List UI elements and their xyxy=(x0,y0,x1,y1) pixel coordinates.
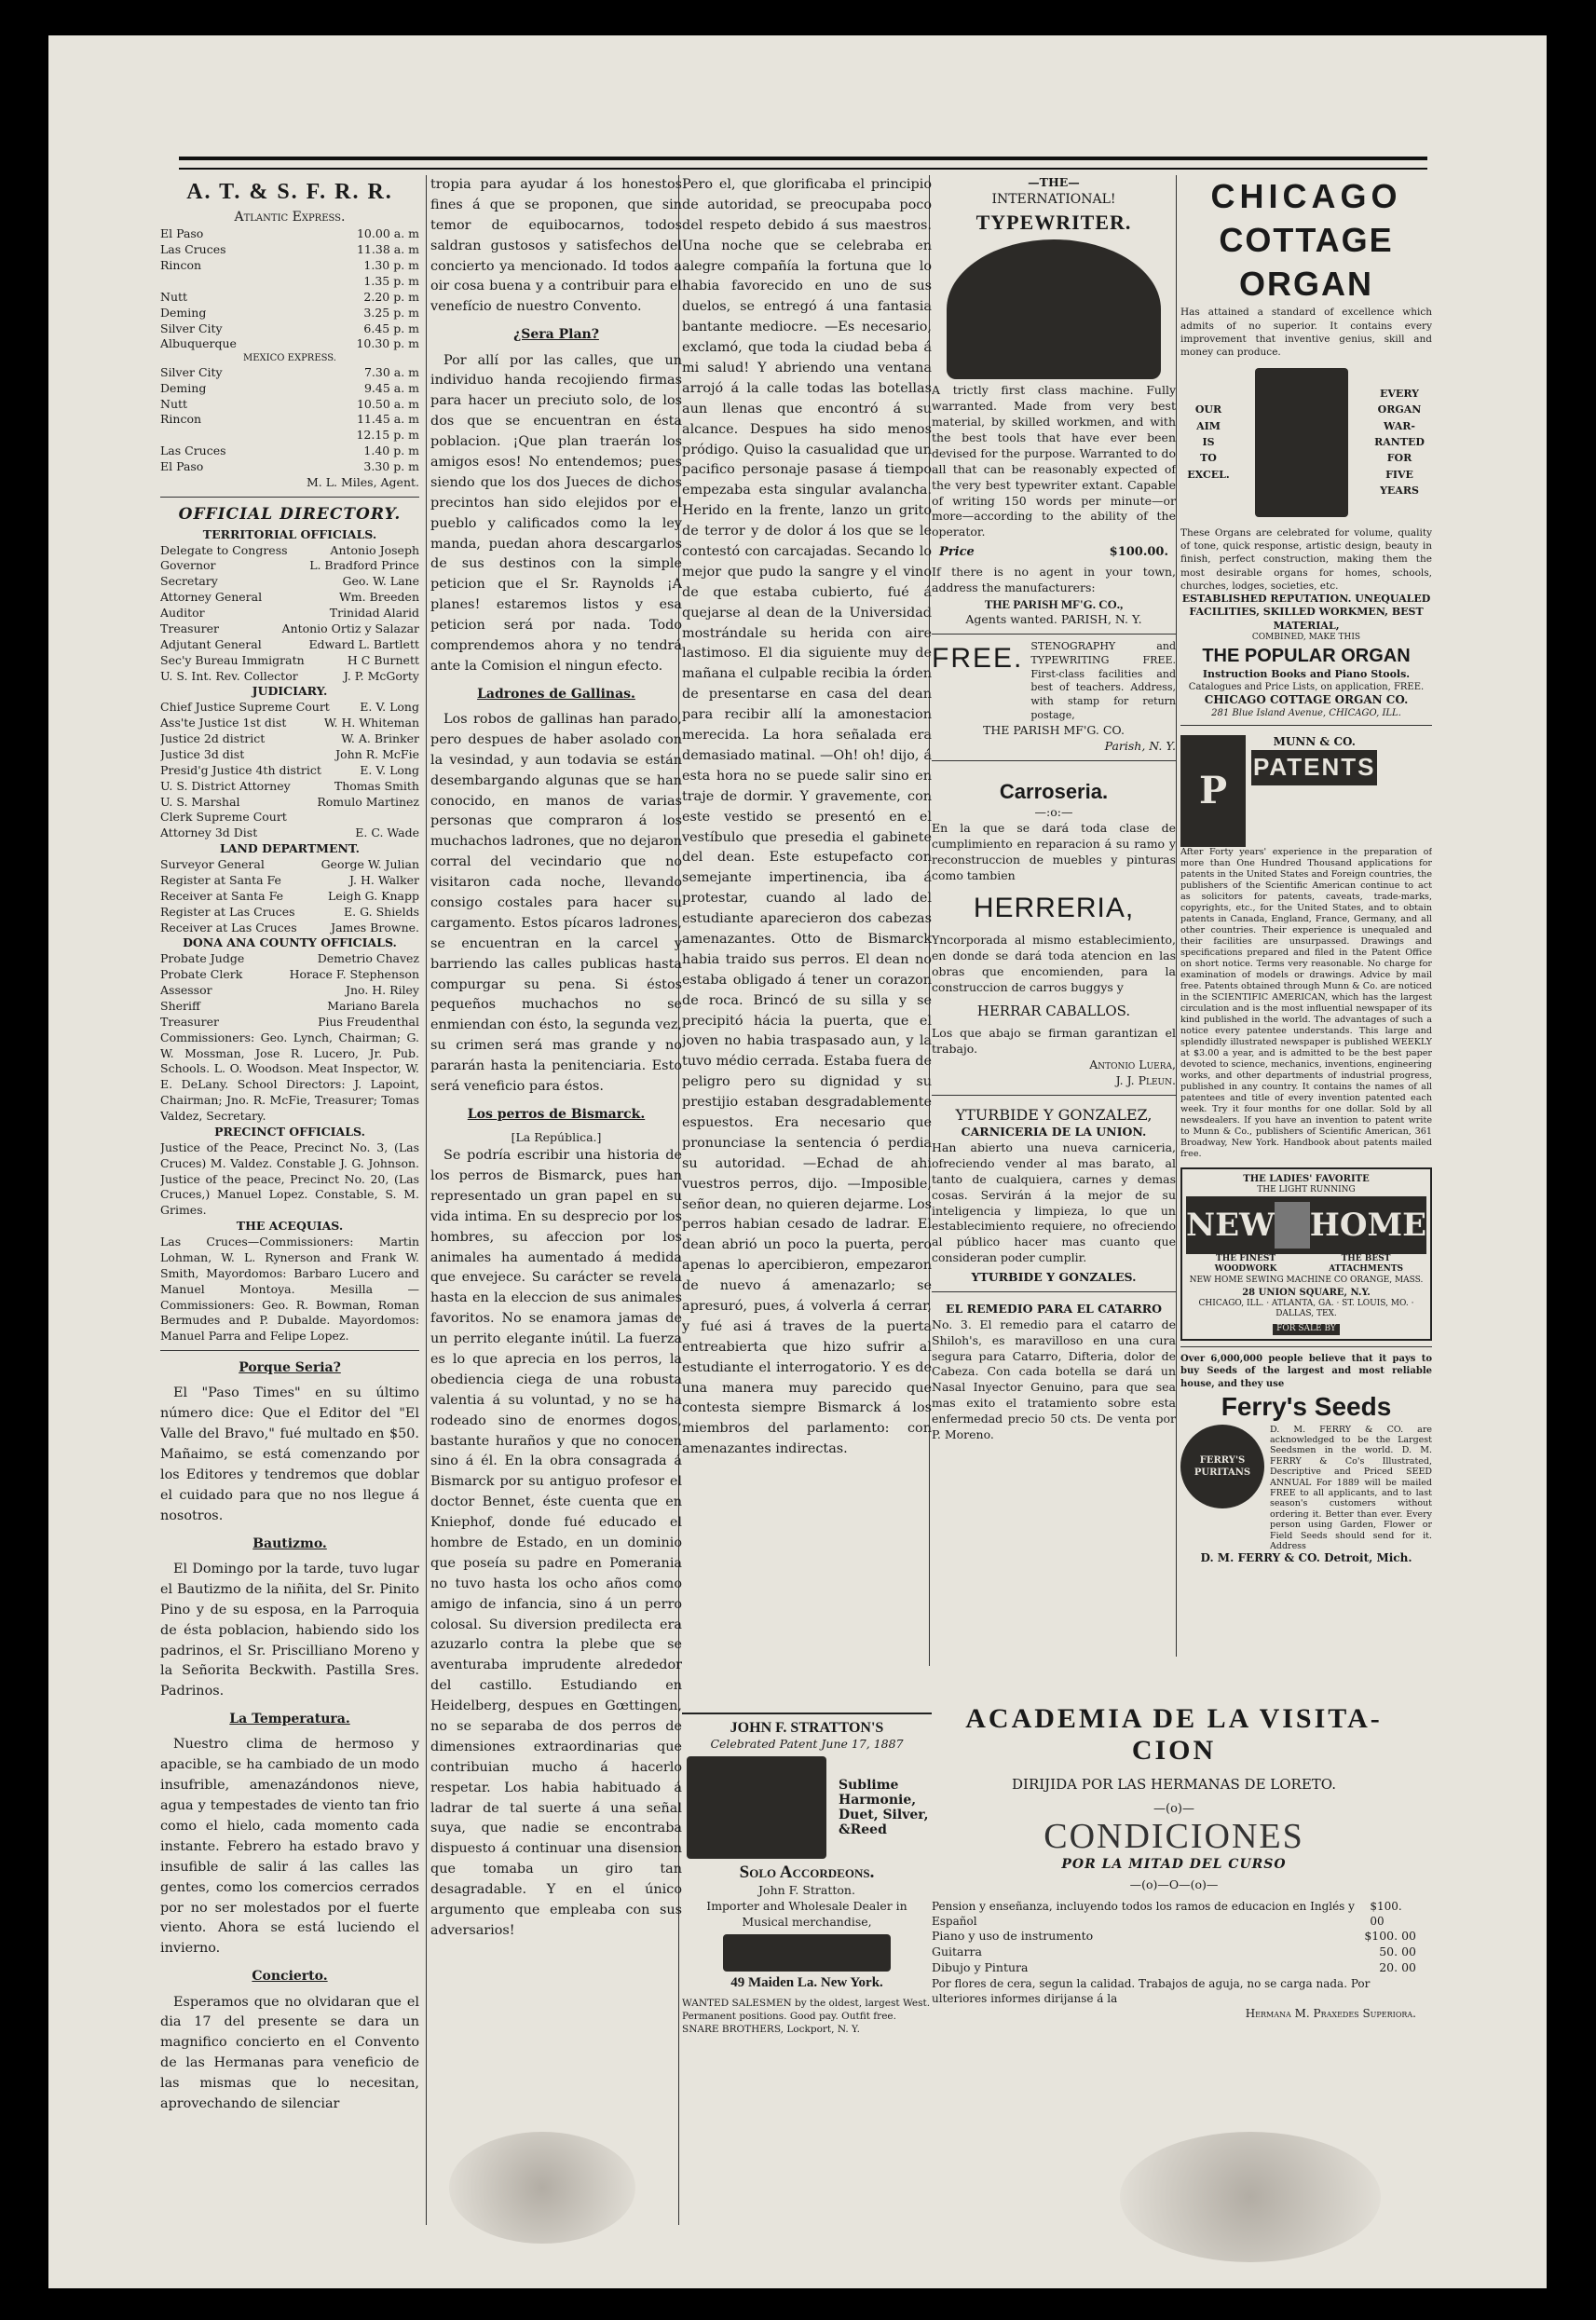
row-value: Leigh G. Knapp xyxy=(327,888,419,903)
row-value: 12.15 p. m xyxy=(356,428,419,443)
directory-row xyxy=(160,653,419,669)
organ-word: ORGAN xyxy=(1239,264,1373,303)
directory-row xyxy=(160,747,419,763)
directory-row xyxy=(160,621,419,637)
academia-title-1: ACADEMIA DE LA VISITA- xyxy=(965,1703,1383,1734)
article-title: La Temperatura. xyxy=(229,1712,350,1727)
row-value: Edward L. Bartlett xyxy=(308,636,419,651)
row-label: Attorney 3d Dist xyxy=(160,826,258,840)
row-value: Pius Freudenthal xyxy=(318,1014,419,1029)
row-label: Probate Judge xyxy=(160,951,245,966)
directory-row xyxy=(160,412,419,428)
herrar-title: HERRAR CABALLOS. xyxy=(976,1002,1131,1019)
stratton-name: John F. Stratton. xyxy=(758,1882,855,1897)
directory-row xyxy=(160,543,419,559)
academia-ad: ACADEMIA DE LA VISITA- CION DIRIJIDA POR LAS HERMANAS DE LORETO. —(o)— CONDICIONES POR LA MITAD DEL CURSO —(o)—O—(o)— Pension y enseñanza, incluyendo todos los ramos de educacion en Inglés y Español $100. 00 Piano y uso de instrumento $100. 00 Guitarra 50. 00 Dibujo y Pintura 20. 00 Por flores de cera, segun la calidad. Trabajos de aguja, no se carga nada. Por ulteriores informes dirijanse á la Hermana M. Praxedes Superiora. xyxy=(932,1703,1416,2021)
gallinas-text: Los robos de gallinas han parado, pero despues de haber asolado con la vesindad, y aun todavia se están desembargando algunas que se han conocido, en manos de varias personas que compraron á los muchachos ladrones, que no dejaron corral del vecindario que no visitaron cada noche, llevando consigo costales para hacer su cargamento. Estos pícaros ladrones, se encuentran en la carcel y barriendo las calles publicas hasta compurgar su pena. Si éstos pequeños muchachos no se enmiendan con ésto, la segunda vez, su crimen será mas grande y no pararán hasta la penitenciaria. Esto será veneficio para éstos. xyxy=(430,712,682,1095)
directory-row xyxy=(160,731,419,747)
steno-text: STENOGRAPHY and TYPEWRITING FREE. First-class facilities and best of teachers. Address, with stamp for return postage, xyxy=(1030,639,1176,722)
organ-established: ESTABLISHED REPUTATION. UNEQUALED FACILITIES, SKILLED WORKMEN, BEST MATERIAL, xyxy=(1181,592,1431,632)
row-value: J. H. Walker xyxy=(349,872,419,887)
typewriter-illustration xyxy=(947,239,1161,379)
stratton-importer: Importer and Wholesale Dealer in Musical merchandise, xyxy=(706,1898,907,1929)
organ-word: AIM xyxy=(1196,419,1221,432)
row-value: James Browne. xyxy=(331,920,419,935)
tw-international: INTERNATIONAL! xyxy=(991,191,1116,207)
stratton-side: Sublime Harmonie, Duet, Silver, &Reed xyxy=(839,1777,929,1837)
row-label: Sec'y Bureau Immigratn xyxy=(160,652,305,667)
column-rule xyxy=(1176,175,1177,1657)
organ-instruction: Instruction Books and Piano Stools. xyxy=(1202,667,1411,680)
organ-word: TO xyxy=(1200,452,1217,465)
directory-row xyxy=(160,983,419,999)
patents-p-logo: P xyxy=(1180,735,1246,847)
popular-organ: THE POPULAR ORGAN xyxy=(1202,645,1411,666)
atlantic-timetable xyxy=(160,226,419,352)
article-title: Porque Seria? xyxy=(239,1360,341,1376)
row-value: 20. 00 xyxy=(1379,1960,1416,1974)
signer-1: Antonio Luera, xyxy=(1089,1057,1176,1071)
mexico-label: MEXICO EXPRESS. xyxy=(243,353,336,364)
organ-left-words xyxy=(1180,401,1236,484)
cottage-word: COTTAGE xyxy=(1219,220,1394,259)
mitad-del-curso: POR LA MITAD DEL CURSO xyxy=(1061,1857,1287,1872)
row-label: Justice 2d district xyxy=(160,731,266,746)
condiciones-title: CONDICIONES xyxy=(1044,1817,1304,1856)
railroad-agent: M. L. Miles, Agent. xyxy=(306,474,419,489)
acequias-text: Las Cruces—Commissioners: Martin Lohman, W. L. Rynerson and Frank W. Smith, Mayordomos: Barbaro Lucero and Manuel Montoya. Mesilla — Commissioners: Geo. R. Bowman, Roman Bermudes and P. Dubalde. Mayordomos: Manuel Parra and Felipe Lopez. xyxy=(160,1235,419,1344)
directory-row xyxy=(932,1929,1416,1945)
yturbide-sign: YTURBIDE Y GONZALES. xyxy=(971,1270,1137,1285)
row-label: Las Cruces xyxy=(160,242,226,257)
row-value: Thomas Smith xyxy=(334,778,419,793)
row-label: Rincon xyxy=(160,258,202,273)
remedio-text: No. 3. El remedio para el catarro de Shiloh's, es maravilloso en una cura segura para Catarro, Difteria, dolor de Cabeza. Con cada botella se dará un Nasal Inyector Genuino, para que sea mas exito el tratamiento sobre esta enfermedad precio 50 cts. De venta por P. Moreno. xyxy=(932,1317,1176,1441)
directory-row xyxy=(160,321,419,337)
directory-row xyxy=(160,810,419,826)
directory-row xyxy=(160,700,419,716)
nh-cities: CHICAGO, ILL. · ATLANTA, GA. · ST. LOUIS, MO. · DALLAS, TEX. xyxy=(1198,1298,1414,1319)
parish-ny: Parish, N. Y. xyxy=(1104,738,1176,753)
row-label: Register at Las Cruces xyxy=(160,904,295,919)
plan-title: ¿Sera Plan? xyxy=(513,327,599,343)
row-label: Dibujo y Pintura xyxy=(932,1960,1029,1974)
directory-row xyxy=(160,889,419,905)
column-3 xyxy=(682,175,932,1703)
article-text: Esperamos que no olvidaran que el dia 17 del presente se dara un magnifico concierto en el Convento de las Hermanas para veneficio de las mismas que lo necesitan, aprovechando de silenciar xyxy=(160,1994,419,2111)
home-word: HOME xyxy=(1309,1206,1426,1244)
chicago-word: CHICAGO xyxy=(1210,177,1402,215)
row-label: Nutt xyxy=(160,396,188,411)
railroad-subtitle: Atlantic Express. xyxy=(234,210,346,225)
row-label: Receiver at Santa Fe xyxy=(160,888,283,903)
sewing-machine-icon xyxy=(1275,1202,1310,1249)
directory-row xyxy=(160,637,419,653)
row-value: 11.38 a. m xyxy=(356,242,419,257)
row-label: Piano y uso de instrumento xyxy=(932,1929,1094,1944)
nh-company: NEW HOME SEWING MACHINE CO ORANGE, MASS. xyxy=(1189,1276,1424,1286)
row-value: Horace F. Stephenson xyxy=(289,967,419,982)
row-value: Geo. W. Lane xyxy=(342,574,419,589)
row-value: Demetrio Chavez xyxy=(317,951,419,966)
directory-row xyxy=(160,779,419,795)
directory-row xyxy=(160,558,419,574)
row-label: El Paso xyxy=(160,226,204,241)
carroseria-text: En la que se dará toda clase de cumplimiento en reparacion á su ramo y reconstruccion de muebles y pinturas como tambien xyxy=(932,821,1176,882)
organ-word: FOR xyxy=(1386,452,1412,465)
stratton-patent: Celebrated Patent June 17, 1887 xyxy=(710,1737,904,1751)
territorial-list xyxy=(160,543,419,685)
row-label: Auditor xyxy=(160,606,205,621)
tw-price: $100.00. xyxy=(1109,545,1168,560)
row-label: Surveyor General xyxy=(160,857,265,872)
tw-text: A trictly first class machine. Fully warranted. Made from very best material, by skilled workmen, and with the best tools that have ever been devised for the purpose. Warranted to do all that can be reasonably expected of the very best typewriter extant. Capable of writing 150 words per minute—or more—according to the ability of the operator. xyxy=(932,383,1176,539)
academia-ornament: —(o)—O—(o)— xyxy=(1129,1877,1219,1891)
row-label: Rincon xyxy=(160,412,202,427)
accordion-illustration xyxy=(723,1934,891,1972)
directory-row xyxy=(160,1015,419,1030)
directory-row xyxy=(160,226,419,242)
tw-no-agent: If there is no agent in your town, address the manufacturers: xyxy=(932,564,1176,594)
organ-word: YEARS xyxy=(1380,484,1419,497)
munn-name: MUNN & CO. xyxy=(1273,735,1356,749)
row-value: 6.45 p. m xyxy=(363,321,419,335)
directory-row xyxy=(160,951,419,967)
organ-word: FIVE xyxy=(1385,468,1413,481)
organ-word: RANTED xyxy=(1374,435,1425,448)
ferry-address: D. M. FERRY & CO. Detroit, Mich. xyxy=(1200,1551,1412,1565)
row-value: E. V. Long xyxy=(360,762,419,777)
row-label: Sheriff xyxy=(160,998,200,1013)
row-label: Presid'g Justice 4th district xyxy=(160,762,321,777)
row-label: Probate Clerk xyxy=(160,967,243,982)
newspaper-page xyxy=(48,35,1547,2288)
organ-word: EVERY xyxy=(1380,388,1419,401)
article-text: Nuestro clima de hermoso y apacible, se ha cambiado de un modo insufrible, amenazándonos nieve, agua y tempestades de viento tan frio como el hielo, cada momento cada instante. Febrero ha estado bravo y insufible de salir á las calles las gentes, como los comercios cerrados por no ser molestados por el fuerte viento. Ahora se está luciendo el invierno. xyxy=(160,1737,419,1957)
row-value: Jno. H. Riley xyxy=(345,983,419,998)
organ-word: WAR- xyxy=(1384,419,1415,432)
county-text: Commissioners: Geo. Lynch, Chairman; G. W. Mossman, Jose R. Lucero, Jr. Pub. Schools. L. O. Woodson. Meat Inspector, W. E. DeLany. School Directors: J. Lapoint, Chairman; Jno. R. McFie, Treasurer; Tomas Valdez, Secretary. xyxy=(160,1030,419,1124)
tw-the: —THE— xyxy=(1028,175,1080,189)
new-word: NEW xyxy=(1186,1206,1275,1244)
herreria-title: HERRERIA, xyxy=(973,892,1135,923)
row-value: Wm. Breeden xyxy=(338,590,419,605)
ferry-seal-icon: FERRY'S PURITANS xyxy=(1180,1425,1264,1508)
row-value: L. Bradford Prince xyxy=(309,558,419,573)
acequias-heading: THE ACEQUIAS. xyxy=(236,1219,344,1234)
directory-row xyxy=(160,336,419,352)
organ-word: ORGAN xyxy=(1377,403,1422,416)
directory-row xyxy=(160,590,419,606)
directory-row xyxy=(160,381,419,397)
ferry-text: D. M. FERRY & CO. are acknowledged to be the Largest Seedsmen in the world. D. M. FERRY & Co's Illustrated, Descriptive and Priced SEED ANNUAL For 1889 will be mailed FREE to all applicants, and to last season's customers without ordering it. Better than ever. Every person using Garden, Flower or Field Seeds should send for it. Address xyxy=(1270,1424,1432,1551)
carroseria-title: Carroseria. xyxy=(999,779,1109,803)
row-value: 11.45 a. m xyxy=(356,412,419,427)
pension-amount: $100. 00 xyxy=(1370,1899,1402,1929)
directory-row xyxy=(160,365,419,381)
county-heading: DONA ANA COUNTY OFFICIALS. xyxy=(183,935,397,950)
article-title: Bautizmo. xyxy=(252,1535,327,1551)
row-value: E. V. Long xyxy=(360,700,419,715)
parish-co: THE PARISH MF'G. CO., xyxy=(984,596,1124,611)
row-label: Silver City xyxy=(160,364,223,379)
stratton-title: JOHN F. STRATTON'S xyxy=(730,1720,884,1736)
row-label: Treasurer xyxy=(160,621,219,635)
directory-row xyxy=(160,290,419,306)
directory-row xyxy=(160,905,419,921)
directory-row xyxy=(160,574,419,590)
organ-catalogues: Catalogues and Price Lists, on application, FREE. xyxy=(1188,681,1425,692)
column-5 xyxy=(1180,175,1432,1703)
patents-text: After Forty years' experience in the preparation of more than One Hundred Thousand applications for patents in the United States and Foreign countries, the publishers of the Scientific American continue to act as solicitors for patents, caveats, trade-marks, copyrights, etc., for the United States, and to obtain patents in Canada, England, France, Germany, and all other countries. Their experience is unequaled and their facilities are unsurpassed. Drawings and specifications prepared and filed in the Patent Office on short notice. Terms very reasonable. No charge for examination of models or drawings. Advice by mail free. Patents obtained through Munn & Co. are noticed in the SCIENTIFIC AMERICAN, which has the largest circulation and is the most influential newspaper of its kind published in the world. The advantages of such a notice every patentee understands. This large and splendidly illustrated newspaper is published WEEKLY at $3.00 a year, and is admitted to be the best paper devoted to science, mechanics, inventions, engineering works, and other departments of industrial progress, published in any country. It contains the names of all patentees and title of every invention patented each week. Try it four months for one dollar. Sold by all newsdealers. If you have an invention to patent write to Munn & Co., publishers of Scientific American, 361 Broadway, New York. Handbook about patents mailed free. xyxy=(1180,847,1432,1159)
row-label: Treasurer xyxy=(160,1014,219,1029)
academia-signature: Hermana M. Praxedes Superiora. xyxy=(1245,2007,1416,2021)
article-continued: tropia para ayudar á los honestos fines á que se proponen, que sin temor de equibocarnos, todos saldran gustosos y satisfechos del concierto ya mencionado. Id todos a oir cosa buena y a contribuir para el venefício de nuestro Convento. xyxy=(430,177,682,315)
row-label: El Paso xyxy=(160,459,204,474)
row-value: 1.35 p. m xyxy=(363,273,419,288)
row-value: George W. Julian xyxy=(321,857,419,872)
accordion-illustration xyxy=(687,1756,826,1859)
ink-stain xyxy=(1120,2132,1381,2262)
row-label: Nutt xyxy=(160,289,188,304)
row-label: Chief Justice Supreme Court xyxy=(160,700,330,715)
row-value: Romulo Martinez xyxy=(317,794,419,809)
directory-row xyxy=(160,967,419,983)
directory-row xyxy=(160,459,419,475)
perros-source: [La República.] xyxy=(511,1130,602,1145)
stratton-ad xyxy=(682,1713,932,2106)
county-list xyxy=(160,951,419,1030)
column-4: —THE— INTERNATIONAL! TYPEWRITER. A trictly first class machine. Fully warranted. Made from very best material, by skilled workmen, and with the best tools that have ever been devised for the purpose. Warranted to do all that can be reasonably expected of the very best typewriter extant. Capable of writing 150 words per minute—or more—according to the ability of the operator. Price $100.00. If there is no agent in your town, address the manufacturers: THE PARISH MF'G. CO., Agents wanted. PARISH, N. Y. FREE. STENOGRAPHY and TYPEWRITING FREE. First-class facilities and best of teachers. Address, with stamp for return postage, THE PARISH MF'G. CO. Parish, N. Y. Carroseria. —:o:— En la que se dará toda clase de cumplimiento en reparacion á su ramo y reconstruccion de muebles y pinturas como tambien HERRERIA, Yncorporada al mismo establecimiento, en donde se dará toda atencion en las obras que encomienden, para la construccion de carros buggys y HERRAR CABALLOS. Los que abajo se firman garantizan el trabajo. Antonio Luera, J. J. Pleun. YTURBIDE Y GONZALEZ, CARNICERIA DE LA UNION. Han abierto una nueva carniceria, ofreciendo vender al mas barato, al tanto de cualquiera, carnes y demas cosas. Servirán á la mejor de su inteligencia y limpieza, lo que un establecimiento requiere, no ofreciendo al público hacer mas cuanto que consideran poder cumplir. YTURBIDE Y GONZALES. EL REMEDIO PARA EL CATARRO No. 3. El remedio para el catarro de Shiloh's, es maravilloso en una cura segura para Catarro, Difteria, dolor de Cabeza. Con cada botella se dará un Nasal Inyector Genuino, para que sea mas exito el tratamiento sobre esta enfermedad precio 50 cts. De venta por P. Moreno. xyxy=(932,175,1176,1441)
parish2: THE PARISH MF'G. CO. xyxy=(983,722,1125,737)
directory-row xyxy=(932,1945,1416,1960)
column-2 xyxy=(430,175,682,2169)
row-value: 1.30 p. m xyxy=(363,258,419,273)
directory-row xyxy=(160,397,419,413)
perros-title: Los perros de Bismarck. xyxy=(467,1106,646,1122)
row-value: Mariano Barela xyxy=(327,998,419,1013)
row-label: Assessor xyxy=(160,983,212,998)
ladies-favorite: THE LADIES' FAVORITE xyxy=(1243,1173,1370,1184)
row-value: 10.30 p. m xyxy=(356,336,419,351)
row-value: 7.30 a. m xyxy=(363,364,419,379)
row-value: 9.45 a. m xyxy=(363,380,419,395)
row-value: Antonio Joseph xyxy=(330,542,419,557)
directory-row xyxy=(160,763,419,779)
mexico-timetable xyxy=(160,365,419,475)
academia-dirigida: DIRIJIDA POR LAS HERMANAS DE LORETO. xyxy=(1012,1776,1336,1793)
signer-2: J. J. Pleun. xyxy=(1115,1072,1176,1087)
organ-combined: COMBINED, MAKE THIS xyxy=(1251,632,1361,642)
remedio-title: EL REMEDIO PARA EL CATARRO xyxy=(945,1301,1163,1316)
wanted-ad: WANTED SALESMEN by the oldest, largest West. Permanent positions. Good pay. Outfit free. SNARE BROTHERS, Lockport, N. Y. xyxy=(682,1997,931,2035)
organ-word: IS xyxy=(1202,435,1215,448)
organ-word: OUR xyxy=(1194,403,1222,416)
judiciary-heading: JUDICIARY. xyxy=(252,684,328,699)
organ-word: EXCEL. xyxy=(1187,468,1230,481)
article-text: El Domingo por la tarde, tuvo lugar el Bautizmo de la niñita, del Sr. Pinito Pino y de su esposa, en la Parroquia de ésta poblacion, habiendo sido los padrinos, el Sr. Priscilliano Moreno y la Señorita Beckwith. Pastilla Sres. Padrinos. xyxy=(160,1561,419,1699)
directory-row xyxy=(160,795,419,811)
row-label: Secretary xyxy=(160,574,218,589)
row-label: Silver City xyxy=(160,321,223,335)
directory-row xyxy=(160,999,419,1015)
article-title: Concierto. xyxy=(252,1969,328,1985)
row-label: Justice 3d dist xyxy=(160,746,245,761)
academia-flores: Por flores de cera, segun la calidad. Trabajos de aguja, no se carga nada. Por ulteriores informes dirijanse á la xyxy=(932,1976,1371,2006)
best-attachments: THE BEST ATTACHMENTS xyxy=(1329,1253,1404,1275)
row-value: 3.30 p. m xyxy=(363,459,419,474)
plan-text: Por allí por las calles, que un individuo handa recojiendo firmas para hacer un preciuto solo, de los dos que se encuentran en ésta poblacion. ¡Que plan traerán los amigos esos! No entendemos; pues siendo que los dos Jueces de dichos precintos han sido elejidos por el pueblo y calificados como la ley manda, puedan ahora descargarlos de sus destinos con la simple peticion que el Sr. Raynolds ¡A planes! estaremos listos y esa peticion será por nada. Todo comprendemos ahora y no tendrá ante la Comision el ningun efecto. xyxy=(430,352,682,674)
pension-label: Pension y enseñanza, incluyendo todos los ramos de educacion en Inglés y Español xyxy=(932,1899,1355,1929)
organ-text: Has attained a standard of excellence which admits of no superior. It contains every improvement that inventive genius, skill and money can produce. xyxy=(1180,307,1432,358)
row-value: 10.00 a. m xyxy=(356,226,419,241)
organ-illustration xyxy=(1255,368,1348,517)
for-sale: FOR SALE BY xyxy=(1273,1324,1340,1335)
row-label: Attorney General xyxy=(160,590,263,605)
row-label: Register at Santa Fe xyxy=(160,872,281,887)
finest-woodwork: THE FINEST WOODWORK xyxy=(1214,1253,1277,1275)
directory-row xyxy=(160,242,419,258)
directory-row xyxy=(160,873,419,889)
ferry-intro: Over 6,000,000 people believe that it pays to buy Seeds of the largest and most reliable house, and they use xyxy=(1180,1353,1432,1389)
row-label: Deming xyxy=(160,305,207,320)
directory-row xyxy=(160,857,419,873)
land-list xyxy=(160,857,419,935)
row-value: $100. 00 xyxy=(1364,1929,1416,1944)
row-value: 1.40 p. m xyxy=(363,444,419,458)
parish-agents: Agents wanted. PARISH, N. Y. xyxy=(965,612,1142,627)
row-value: 10.50 a. m xyxy=(356,396,419,411)
gallinas-title: Ladrones de Gallinas. xyxy=(477,686,635,702)
article-text: El "Paso Times" en su último número dice: Que el Editor del "El Valle del Bravo," fué multado en $50. Mañaimo, se está comenzando por los Editores y tendremos que doblar el cuidado para que no nos llegue á nosotros. xyxy=(160,1385,419,1523)
precinct-text: Justice of the Peace, Precinct No. 3, (Las Cruces) M. Valdez. Constable J. G. Johnson. Justice of the peace, Precinct No. 20, (Las Cruces,) Manuel Lopez. Constable, S. M. Grimes. xyxy=(160,1140,419,1218)
directory-row xyxy=(160,444,419,459)
directory-row xyxy=(160,826,419,841)
directory-title: OFFICIAL DIRECTORY. xyxy=(178,504,402,524)
firmantes: Los que abajo se firman garantizan el trabajo. xyxy=(932,1026,1176,1056)
academia-title-2: CION xyxy=(1131,1735,1217,1766)
directory-row xyxy=(932,1960,1416,1976)
row-label: Las Cruces xyxy=(160,444,226,458)
territorial-heading: TERRITORIAL OFFICIALS. xyxy=(202,526,377,541)
nh-address: 28 UNION SQUARE, N.Y. xyxy=(1242,1287,1371,1298)
row-label: Receiver at Las Cruces xyxy=(160,920,297,935)
row-label: Albuquerque xyxy=(160,336,237,351)
row-value: Antonio Ortiz y Salazar xyxy=(281,621,419,635)
column-rule xyxy=(426,175,427,2225)
directory-row xyxy=(160,274,419,290)
directory-row xyxy=(160,606,419,621)
row-label: Delegate to Congress xyxy=(160,542,288,557)
land-heading: LAND DEPARTMENT. xyxy=(220,841,360,856)
cco-name: CHICAGO COTTAGE ORGAN CO. xyxy=(1204,692,1409,706)
cco-address: 281 Blue Island Avenue, CHICAGO, ILL. xyxy=(1211,708,1401,719)
academia-fees xyxy=(932,1929,1416,1976)
directory-row xyxy=(160,669,419,685)
directory-row xyxy=(160,716,419,731)
row-label: U. S. Marshal xyxy=(160,794,240,809)
ferrys-seeds: Ferry's Seeds xyxy=(1221,1392,1392,1422)
column-1-articles xyxy=(160,1358,419,2115)
organ-text-2: These Organs are celebrated for volume, quality of tone, quick response, artistic design, beauty in finish, perfect construction, making them the most desirable organs for homes, schools, churches, lodges, societies, etc. xyxy=(1180,527,1432,592)
tw-price-label: Price xyxy=(939,545,975,560)
stratton-address: 49 Maiden La. New York. xyxy=(730,1974,883,1990)
accordeons-title: Solo Accordeons. xyxy=(739,1862,875,1882)
column-1 xyxy=(160,175,419,2150)
directory-row xyxy=(160,306,419,321)
judiciary-list xyxy=(160,700,419,841)
row-label: Governor xyxy=(160,558,216,573)
organ-right-words xyxy=(1367,385,1432,500)
row-label: Adjutant General xyxy=(160,636,262,651)
row-label: U. S. District Attorney xyxy=(160,778,291,793)
tw-title: TYPEWRITER. xyxy=(975,210,1132,234)
row-value: 3.25 p. m xyxy=(363,305,419,320)
precinct-heading: PRECINCT OFFICIALS. xyxy=(214,1124,365,1139)
patents-title: PATENTS xyxy=(1251,750,1377,785)
carniceria-title: CARNICERIA DE LA UNION. xyxy=(961,1125,1147,1140)
row-value: J. P. McGorty xyxy=(343,668,419,683)
perros-continued: Pero el, que glorificaba el principio de autoridad, se preocupaba poco del respeto debido á sus maestros. Una noche que se celebraba en alegre compañía la fortuna que lo habia favorecido en uno de sus duelos, se entregó á una fantasia bantante mediocre. —Es necesario, exclamó, que toda la ciudad beba á mi salud! Y abriendo una ventana arrojó á la calle todas las botellas aun llenas que encontró á su alcance. Despues ha sido menos pródigo. Quiso la casualidad que un pacifico personaje pasase á tiempo empezaba esta singular avalancha. Herido en la frente, lanzo un grito de terror y de dolor á los que se le contestó con carcajadas. Secando lo mejor que pudo la sangre y el vino de que estaba cubierto, fué á quejarse al dean de la Universidad mostrándale su herida con aire lastimoso. El dia siguiente muy de mañana el culpable recibia la órden de presentarse en casa del dean para recibir allí la amonestacion merecida. La hora señalada era demasiado matinal. —Oh! oh! dijo, á esta hora no se puede salir sino en traje de dormir. Y gravemente, con este vestido se presentó en el vestíbulo que presedia el gabinete del dean. Este estupefacto con semejante impertinencia, iba á protestar, cuando al lado del estudiante aparecieron dos cabezas amenazantes. Otto de Bismarck habia traido sus perros. El dean no estaba obligado á tener un corazon de roca. Brincó de su silla y se precipitó hácia la puerta, que el joven no habia traspasado aun, y la tuvo médio cerrada. Estaba fuera de peligro pero su dignidad y su prestijio estaban desgradablemente espuestos. Era necesario que pronunciase la sentencia ó perdia su autoridad. —Echad de ahi vuestros perros, dijo. —Imposible, señor dean, no quieren dejarme. Los perros habian cesado de ladrar. El dean abrió un poco la puerta, pero apenas lo apercibieron, empezaron de nuevo á amenazarlo; se apresuró, pues, á volverla á cerrar, y fué asi á traves de la puerta entreabierta que hizo sufrir al estudiante el interrogatorio. Y es de una manera muy parecido que contesta siempre Bismarck á los miembros del parlamento: con amenazantes indirectas. xyxy=(682,177,932,1457)
row-label: Ass'te Justice 1st dist xyxy=(160,716,287,730)
row-value: E. G. Shields xyxy=(344,904,419,919)
row-value: W. A. Brinker xyxy=(341,731,419,746)
perros-text: Se podría escribir una historia de los perros de Bismarck, pues han representado un gran papel en su vida intima. En su desprecio por los hombres, su afeccion por los animales ha aumentado á medida que envejece. Su carácter se revela hasta en la eleccion de sus animales favoritos. No se enamora jamas de un perrito elegante inútil. La fuerza es lo que aprecia en los perros, la obediencia ciega de una robusta valentia á su voluntad, y no se ha rodeado sino de enormes dogos, bastante huraños y que no conocen sino á él. En la obra consagrada á Bismarck por su antiguo profesor el doctor Bennet, éste cuenta que en Kniephof, donde fué educado el hombre de Estado, en un dominio que poseía su padre en Pomerania no tuvo hasta los ocho años como amigo de infancia, sino á un perro colosal. Su diversion predilecta era azuzarlo contra la plebe que se aventuraba imprudente alrededor del castillo. Estudiando en Heidelberg, despues en Gœttingen, no se separaba de dos perros de dimensiones extraordinarias que contribuian mucho á hacerlo respetar. Los habia habituado á ladrar de tal suerte á una señal suya, que nadie se encontraba dispuesto á continuar una disension que tomaba un giro tan desagradable. Y en el único argumento que empleaba con sus adversarios! xyxy=(430,1148,682,1938)
row-value: 2.20 p. m xyxy=(363,289,419,304)
masthead-rule xyxy=(179,157,1427,170)
row-value: 50. 00 xyxy=(1379,1945,1416,1959)
row-label: Clerk Supreme Court xyxy=(160,810,287,825)
directory-row xyxy=(160,921,419,936)
row-label: Guitarra xyxy=(932,1945,982,1959)
herreria-text: Yncorporada al mismo establecimiento, en donde se dará toda atencion en las obras que encomienden, para la construccion de carros buggys y xyxy=(932,933,1176,994)
row-label: U. S. Int. Rev. Collector xyxy=(160,668,298,683)
row-value: H C Burnett xyxy=(347,652,419,667)
directory-row xyxy=(160,428,419,444)
railroad-title: A. T. & S. F. R. R. xyxy=(186,180,393,204)
light-running: THE LIGHT RUNNING xyxy=(1257,1184,1356,1194)
row-value: W. H. Whiteman xyxy=(323,716,419,730)
carniceria-text: Han abierto una nueva carniceria, ofreciendo vender al mas barato, al tanto de cualquiera, carnes y demas cosas. Servirán á la mejor de su inteligencia y limpieza, lo que un establecimiento requiere, no ofreciendo al público hacer mas cuanto que consideran poder cumplir. xyxy=(932,1140,1176,1265)
free-title: FREE. xyxy=(932,642,1024,674)
yturbide-title: YTURBIDE Y GONZALEZ, xyxy=(955,1105,1153,1124)
row-value: Trinidad Alarid xyxy=(329,606,419,621)
row-value: John R. McFie xyxy=(335,746,419,761)
directory-row xyxy=(160,258,419,274)
row-label: Deming xyxy=(160,380,207,395)
row-value: E. C. Wade xyxy=(355,826,419,840)
